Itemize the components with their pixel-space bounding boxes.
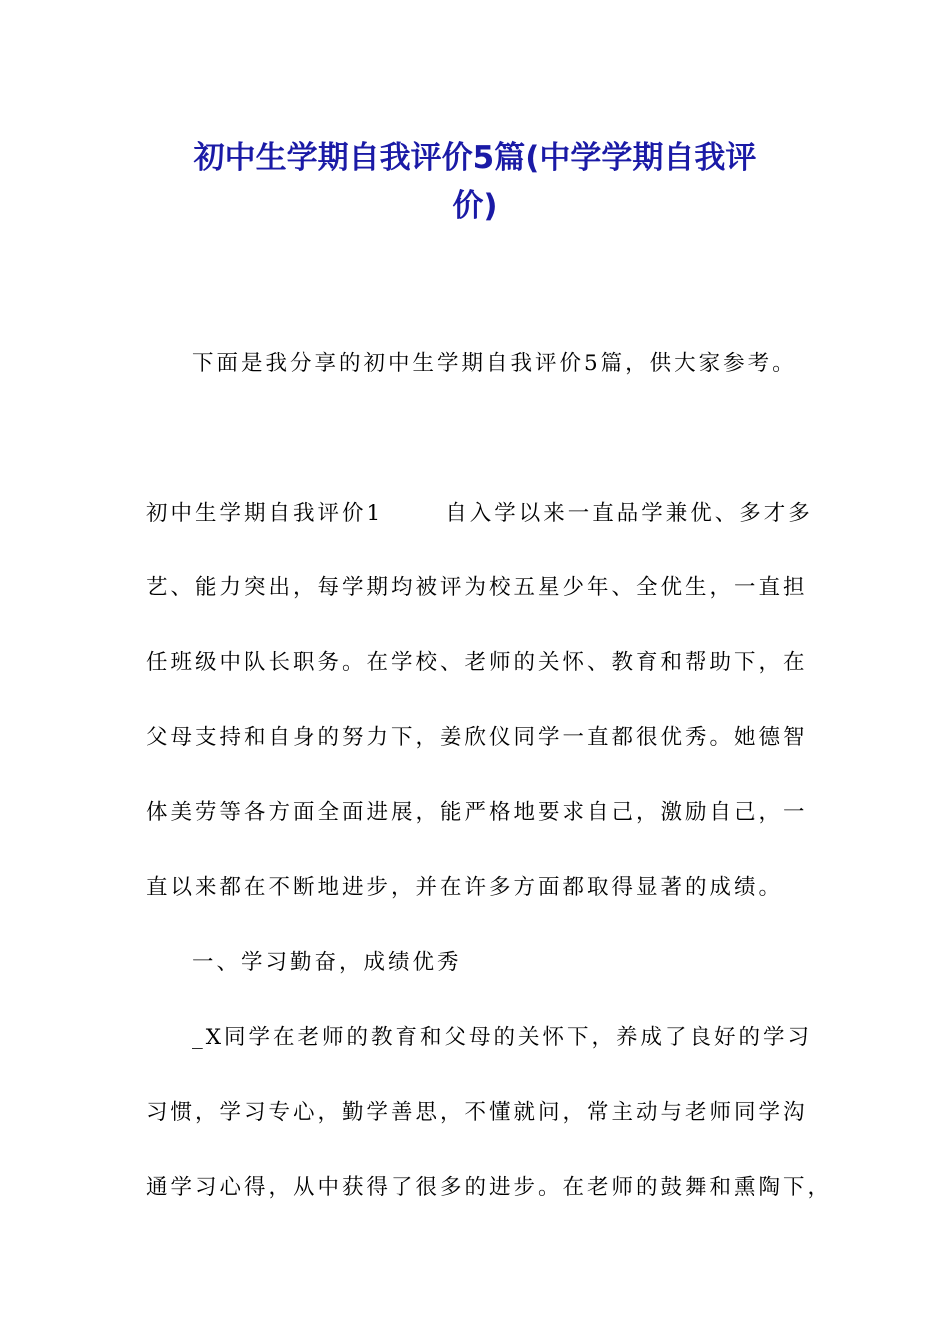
section-heading: 初中生学期自我评价1 <box>146 501 384 526</box>
intro-paragraph: 下面是我分享的初中生学期自我评价5篇，供大家参考。 <box>192 351 797 376</box>
paragraph-line-8: _X同学在老师的教育和父母的关怀下，养成了良好的学习 <box>192 1025 813 1050</box>
paragraph-line-10: 通学习心得，从中获得了很多的进步。在老师的鼓舞和熏陶下， <box>146 1175 833 1200</box>
paragraph-line-1 <box>146 496 813 527</box>
paragraph-text: 自入学以来一直品学兼优、多才多 <box>445 501 813 526</box>
paragraph-line-9: 习惯，学习专心，勤学善思，不懂就问，常主动与老师同学沟 <box>146 1100 808 1125</box>
paragraph-line-5: 体美劳等各方面全面进展，能严格地要求自己，激励自己，一 <box>146 800 808 825</box>
subheading-study: 一、学习勤奋，成绩优秀 <box>192 950 462 975</box>
paragraph-line-2: 艺、能力突出，每学期均被评为校五星少年、全优生，一直担 <box>146 575 808 600</box>
paragraph-line-6: 直以来都在不断地进步，并在许多方面都取得显著的成绩。 <box>146 875 784 900</box>
document-title-line-1: 初中生学期自我评价5篇(中学学期自我评 <box>193 140 757 176</box>
paragraph-line-3: 任班级中队长职务。在学校、老师的关怀、教育和帮助下，在 <box>146 650 808 675</box>
paragraph-line-4: 父母支持和自身的努力下，姜欣仪同学一直都很优秀。她德智 <box>146 725 808 750</box>
document-title-line-2: 价) <box>452 188 498 224</box>
